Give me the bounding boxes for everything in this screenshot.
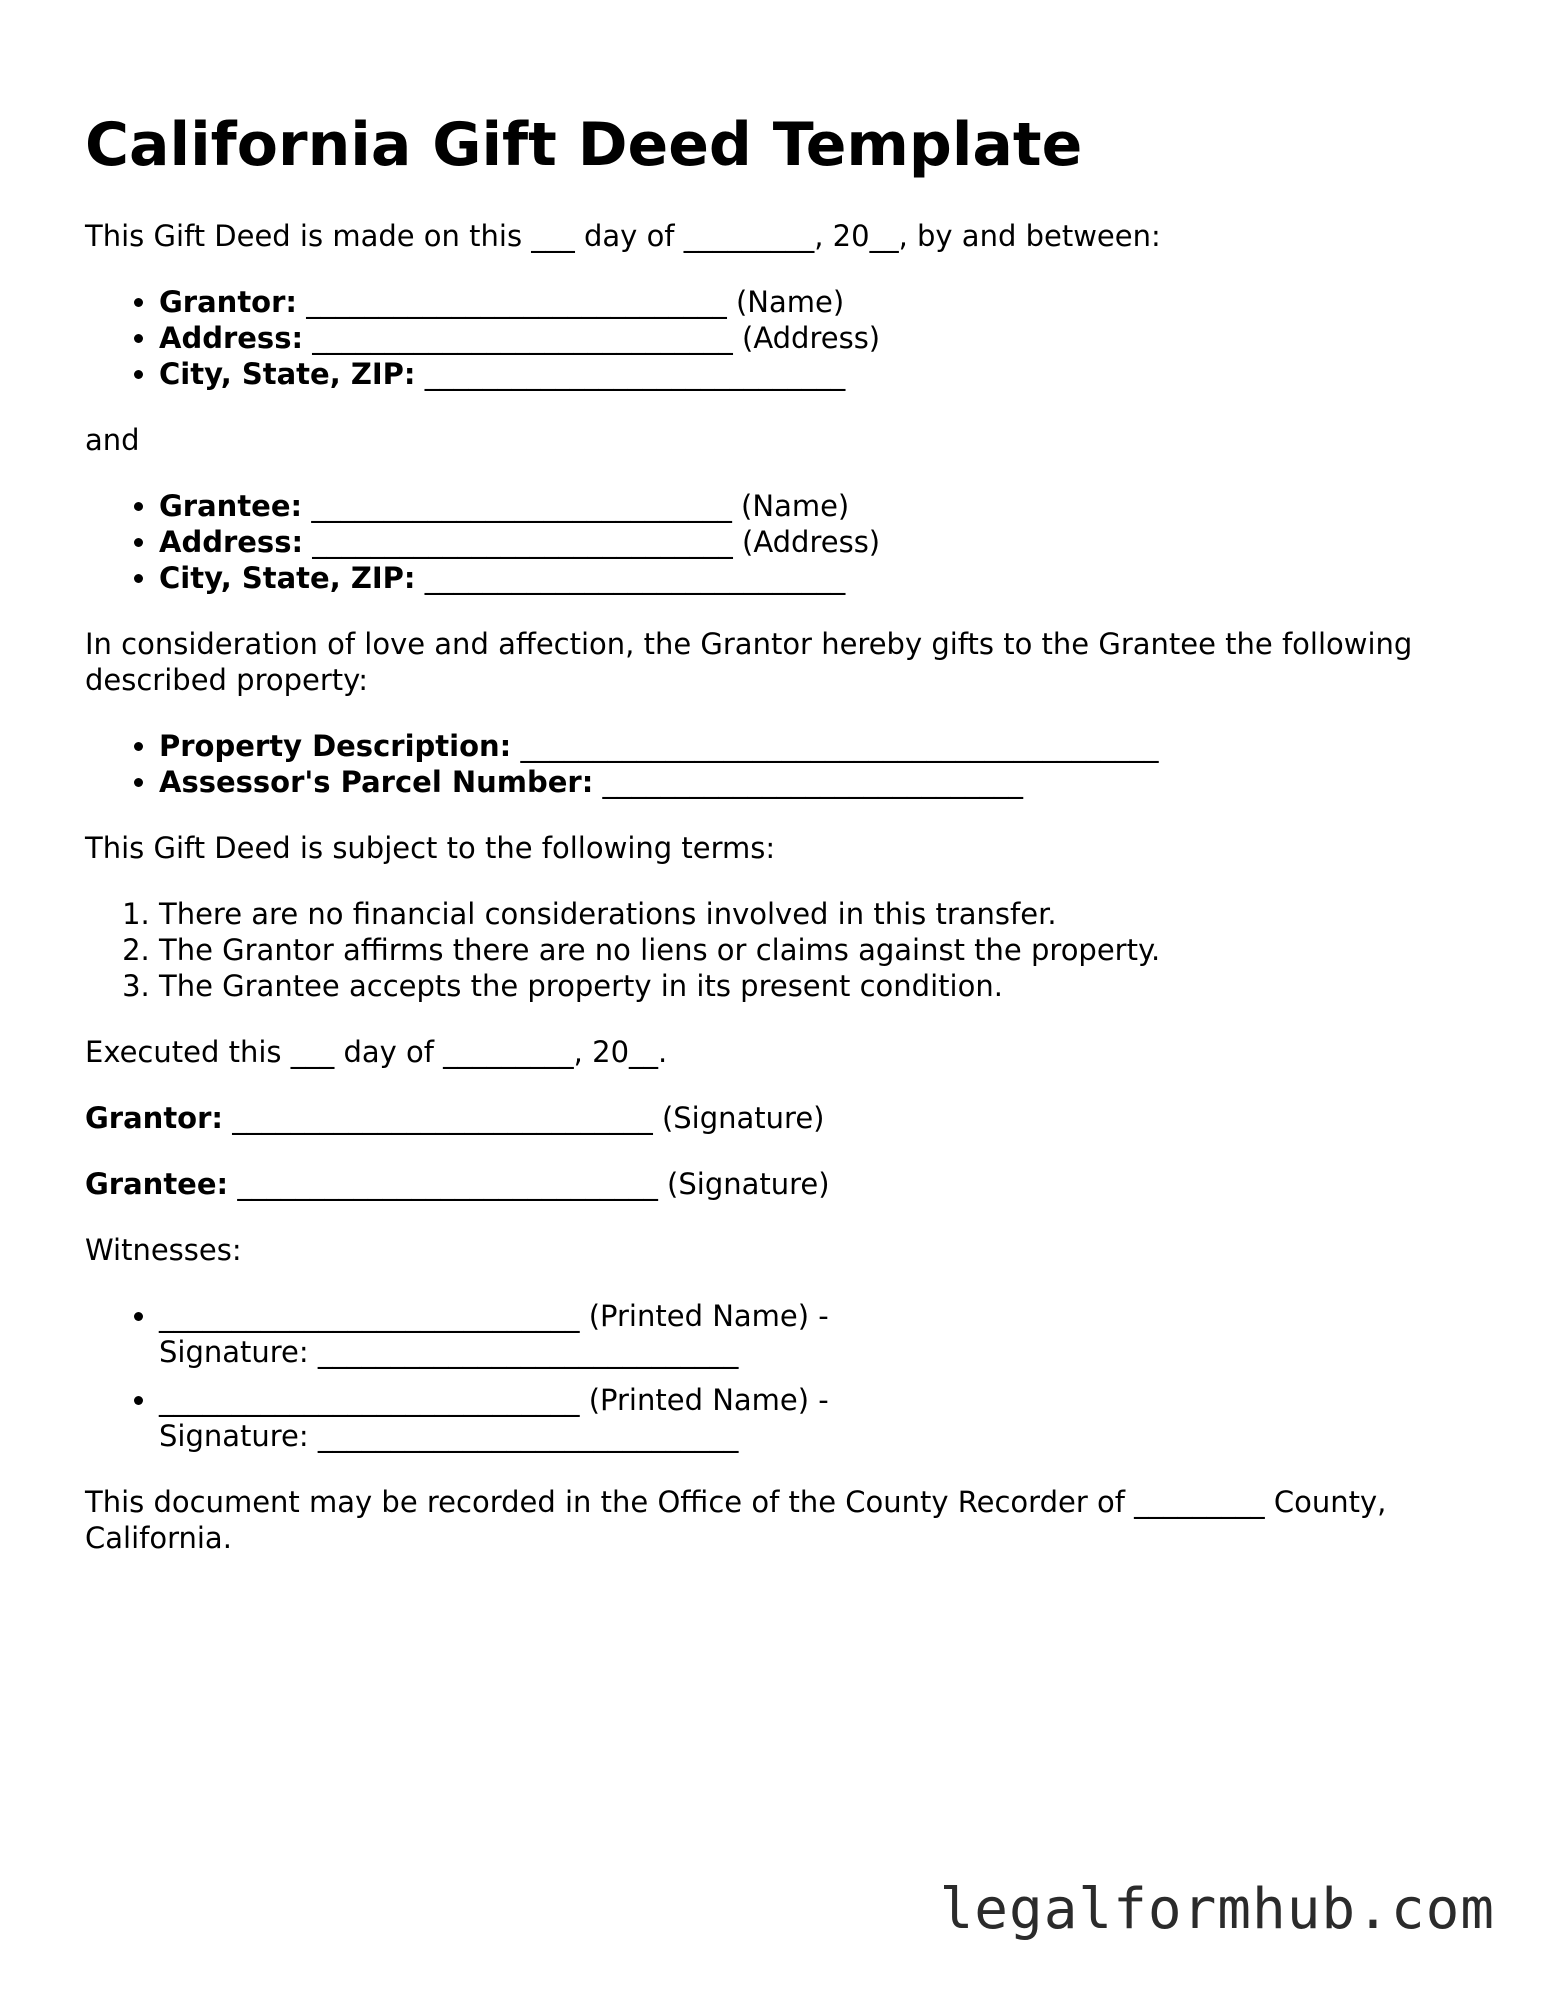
grantor-address-item [159, 320, 1485, 356]
and-text: and [85, 423, 140, 457]
grantee-signature-field: _____________________________ (Signature) [228, 1167, 830, 1201]
executed-line: Executed this ___ day of _________, 20__. [85, 1035, 668, 1069]
consideration-paragraph: In consideration of love and affection, the Grantor hereby gifts to the Grantee the following described property: [85, 627, 1413, 697]
property-description-item [159, 728, 1485, 764]
parcel-number-field: _____________________________ [593, 765, 1024, 799]
intro-paragraph: This Gift Deed is made on this ___ day of _________, 20__, by and between: [85, 219, 1161, 253]
witness-item: • _____________________________ (Printed Name) - Signature: _____________________________ [159, 1298, 959, 1370]
grantor-name-field: _____________________________ (Name) [297, 285, 845, 319]
witness-item: • _____________________________ (Printed Name) - Signature: _____________________________ [159, 1382, 959, 1454]
grantee-city-field: _____________________________ [415, 561, 846, 595]
term-item: 1. There are no financial considerations involved in this transfer. [159, 896, 1485, 932]
terms-intro: This Gift Deed is subject to the following terms: [85, 831, 776, 865]
terms-list [85, 896, 1485, 1004]
watermark-logo: legalformhub.com [939, 1877, 1495, 1942]
grantee-details-list [85, 488, 1485, 596]
grantee-name-label: Grantee: [159, 489, 303, 523]
grantor-signature-label: Grantor: [85, 1101, 224, 1135]
grantee-city-item [159, 560, 1485, 596]
grantor-city-item [159, 356, 1485, 392]
document-page [85, 100, 1485, 1556]
recording-paragraph: This document may be recorded in the Office of the County Recorder of _________ County, California. [85, 1485, 1387, 1555]
grantor-address-label: Address: [159, 321, 304, 355]
grantor-name-item [159, 284, 1485, 320]
term-item: 2. The Grantor affirms there are no liens or claims against the property. [159, 932, 1485, 968]
grantee-address-field: _____________________________ (Address) [303, 525, 881, 559]
grantee-address-label: Address: [159, 525, 304, 559]
term-item: 3. The Grantee accepts the property in its present condition. [159, 968, 1485, 1004]
grantor-address-field: _____________________________ (Address) [303, 321, 881, 355]
grantee-name-item [159, 488, 1485, 524]
property-description-label: Property Description: [159, 729, 512, 763]
grantee-name-field: _____________________________ (Name) [302, 489, 850, 523]
grantee-address-item [159, 524, 1485, 560]
grantor-signature-field: _____________________________ (Signature) [223, 1101, 825, 1135]
grantee-signature-label: Grantee: [85, 1167, 229, 1201]
grantor-city-field: _____________________________ [415, 357, 846, 391]
grantor-city-label: City, State, ZIP: [159, 357, 416, 391]
grantor-details-list [85, 284, 1485, 392]
grantor-name-label: Grantor: [159, 285, 298, 319]
page-title: California Gift Deed Template [85, 110, 1083, 180]
grantee-signature-line [85, 1166, 1485, 1202]
parcel-number-label: Assessor's Parcel Number: [159, 765, 594, 799]
property-description-field: ____________________________________________ [511, 729, 1159, 763]
witnesses-label: Witnesses: [85, 1233, 242, 1267]
grantee-city-label: City, State, ZIP: [159, 561, 416, 595]
grantor-signature-line [85, 1100, 1485, 1136]
witnesses-list [85, 1298, 959, 1454]
parcel-number-item [159, 764, 1485, 800]
property-details-list [85, 728, 1485, 800]
